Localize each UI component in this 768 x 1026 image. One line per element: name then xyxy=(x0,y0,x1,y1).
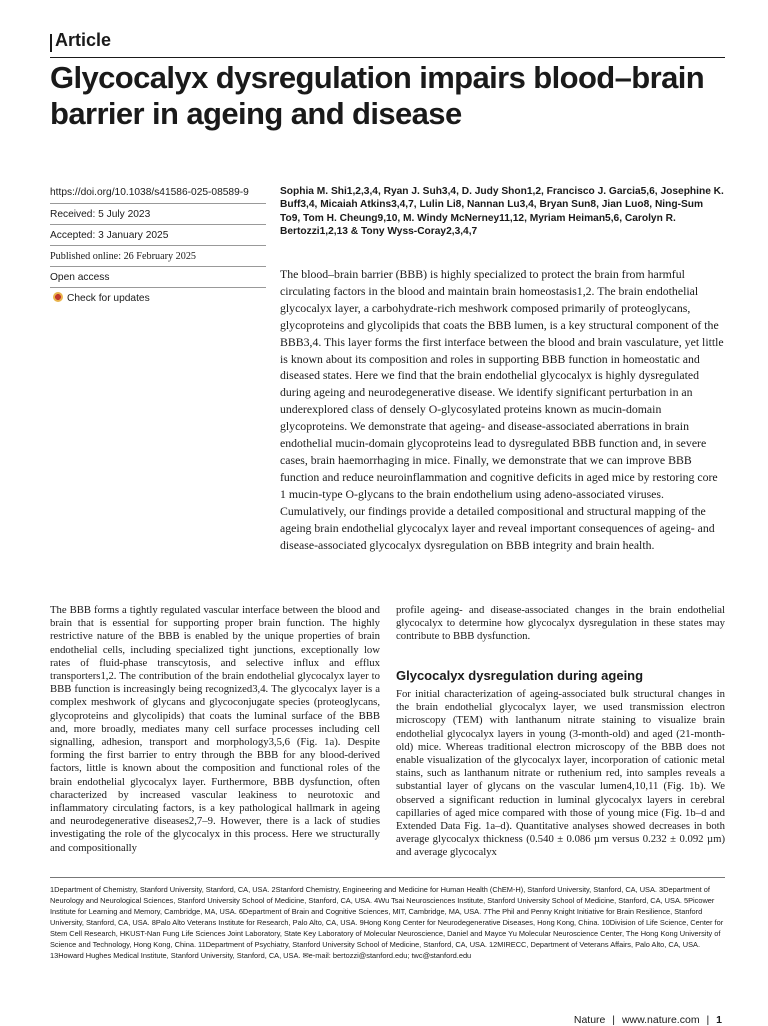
journal-name: Nature xyxy=(573,1014,606,1026)
footer-separator: | xyxy=(612,1014,616,1026)
page-footer xyxy=(574,1014,722,1026)
abstract: The blood–brain barrier (BBB) is highly specialized to protect the brain from harmful circulating factors in the blood and maintain brain homeostasis1,2. The brain endothelial glycocalyx layer, a carbohydrate-rich meshwork composed primarily of proteoglycans, glycoproteins and glycolipids that coats the BBB lumen, is a key structural component of the BBB3,4. This layer forms the first interface between the blood and brain vasculature, yet little is known about its composition and roles in supporting BBB function in homeostatic and diseased states. Here we find that the brain endothelial glycocalyx is highly dysregulated during ageing and neurodegenerative disease. We identify significant perturbation in an underexplored class of densely O-glycosylated proteins known as mucin-domain glycoproteins. We demonstrate that ageing- and disease-associated aberrations in brain endothelial mucin-domain glycoproteins lead to dysregulated BBB function and, in severe cases, brain haemorrhaging in mice. Finally, we demonstrate that we can improve BBB function and reduce neuroinflammation and cognitive deficits in aged mice by restoring core 1 mucin-type O-glycans to the brain endothelium using adeno-associated viruses. Cumulatively, our findings provide a detailed compositional and structural mapping of the ageing brain endothelial glycocalyx layer and reveal important consequences of ageing- and disease-associated glycocalyx dysregulation on BBB integrity and brain health. xyxy=(280,267,724,552)
journal-website-link[interactable]: www.nature.com xyxy=(621,1014,700,1026)
article-type-label: Article xyxy=(55,30,112,50)
article-title: Glycocalyx dysregulation impairs blood–brain barrier in ageing and disease xyxy=(50,60,705,131)
footer-separator: | xyxy=(706,1014,710,1026)
doi-link[interactable]: https://doi.org/10.1038/s41586-025-08589-9 xyxy=(50,187,249,198)
accepted-date: Accepted: 3 January 2025 xyxy=(50,230,169,241)
body-column-2: For initial characterization of ageing-associated bulk structural changes in the brain endothelial glycocalyx layer, we used transmission electron microscopy (TEM) with lanthanum nitrate staining to visualize brain endothelial glycocalyx layers in young (3-month-old) and aged (21-month-old) mice. Whereas traditional electron microscopy of the BBB does not enable visualization of the glycocalyx layer, incorporation of cationic metal stains, such as lanthanum nitrate or ruthenium red, into samples reveals a substantial layer of glycans on the vascular lumen4,10,11 (Fig. 1b). We observed a significant reduction in luminal glycocalyx layers in cerebral capillaries of aged mice compared with those of young mice (Fig. 1b–d and Extended Data Fig. 1a–d). Quantitative analyses showed decreases in both average glycocalyx thickness (0.540 ± 0.086 µm versus 0.232 ± 0.092 µm) and average glycocalyx xyxy=(396,688,725,859)
author-list: Sophia M. Shi1,2,3,4, Ryan J. Suh3,4, D. Judy Shon1,2, Francisco J. Garcia5,6, Josephine K. Buff3,4, Micaiah Atkins3,4,7, Lulin Li8, Nannan Lu3,4, Bryan Sun8, Jian Luo8, Ning-Sum To9, Tom H. Cheung9,10, M. Windy McNerney11,12, Myriam Heiman5,6, Carolyn R. Bertozzi1,2,13 & Tony Wyss-Coray2,3,4,7 xyxy=(280,186,724,238)
meta-divider xyxy=(50,287,266,288)
affiliations-footnotes: 1Department of Chemistry, Stanford University, Stanford, CA, USA. 2Stanford Chemistry, Engineering and Medicine for Human Health (ChEM-H), Stanford University, Stanford, CA, USA. 3Department of Neurology and Neurological Sciences, Stanford University School of Medicine, Stanford, CA, USA. 4Wu Tsai Neurosciences Institute, Stanford University School of Medicine, Stanford, CA, USA. 5Picower Institute for Learning and Memory, Cambridge, MA, USA. 6Department of Brain and Cognitive Sciences, MIT, Cambridge, MA, USA. 7The Phil and Penny Knight Initiative for Brain Resilience, Stanford University, Stanford, CA, USA. 8Palo Alto Veterans Institute for Research, Palo Alto, CA, USA. 9Hong Kong Center for Neurodegenerative Diseases, Hong Kong, China. 10Division of Life Science, Center for Stem Cell Research, HKUST-Nan Fung Life Sciences Joint Laboratory, State Key Laboratory of Molecular Neuroscience, Daniel and Mayce Yu Molecular Neuroscience Center, The Hong Kong University of Science and Technology, Hong Kong, China. 11Department of Psychiatry, Stanford University School of Medicine, Stanford, CA, USA. 12MIRECC, Department of Veterans Affairs, Palo Alto, CA, USA. 13Howard Hughes Medical Institute, Stanford University, Stanford, CA, USA. ✉e-mail: bertozzi@stanford.edu; twc@stanford.edu xyxy=(50,885,724,960)
page-number: 1 xyxy=(716,1014,722,1026)
published-date: Published online: 26 February 2025 xyxy=(50,251,197,262)
meta-divider xyxy=(50,203,266,204)
open-access-label: Open access xyxy=(50,272,110,283)
check-updates-label: Check for updates xyxy=(67,293,150,304)
meta-divider xyxy=(50,266,266,267)
meta-divider xyxy=(50,224,266,225)
footnote-rule xyxy=(50,877,725,878)
check-for-updates-icon xyxy=(53,292,63,302)
article-label-bar xyxy=(50,34,52,52)
meta-divider xyxy=(50,245,266,246)
received-date: Received: 5 July 2023 xyxy=(50,209,151,220)
body-column-2-intro: profile ageing- and disease-associated changes in the brain endothelial glycocalyx to determine how glycocalyx dysregulation in these states may contribute to BBB dysfunction. xyxy=(396,604,725,643)
body-column-1: The BBB forms a tightly regulated vascular interface between the blood and brain that is essential for supporting proper brain function. The highly restrictive nature of the BBB is enabled by the unique properties of brain endothelial cells, including specialized tight junctions, exceptionally low rates of fluid-phase transcytosis, and selective influx and efflux transporters1,2. The contribution of the brain endothelial glycocalyx layer to BBB function is increasingly being recognized3,4. The glycocalyx layer is a complex meshwork of glycans and glycoconjugate species (proteoglycans, glycoproteins and glycolipids) that coats the luminal surface of the BBB and, more broadly, mediates many cell surface processes including cell signalling, adhesion, transport and morphology3,5,6 (Fig. 1a). Despite forming the first barrier to entry through the BBB for any blood-derived factors, little is known about the composition and functional roles of the brain endothelial glycocalyx layer. Furthermore, BBB dysfunction, often characterized by increased vascular leakiness to neurotoxic and inflammatory circulating factors, is a key pathological hallmark in ageing and neurodegenerative diseases2,7–9. However, there is a lack of studies investigating the role of the glycocalyx in this process. Here we structurally and compositionally xyxy=(50,604,380,854)
top-rule xyxy=(50,57,725,58)
check-updates-button[interactable] xyxy=(53,292,269,305)
section-heading: Glycocalyx dysregulation during ageing xyxy=(396,668,644,683)
